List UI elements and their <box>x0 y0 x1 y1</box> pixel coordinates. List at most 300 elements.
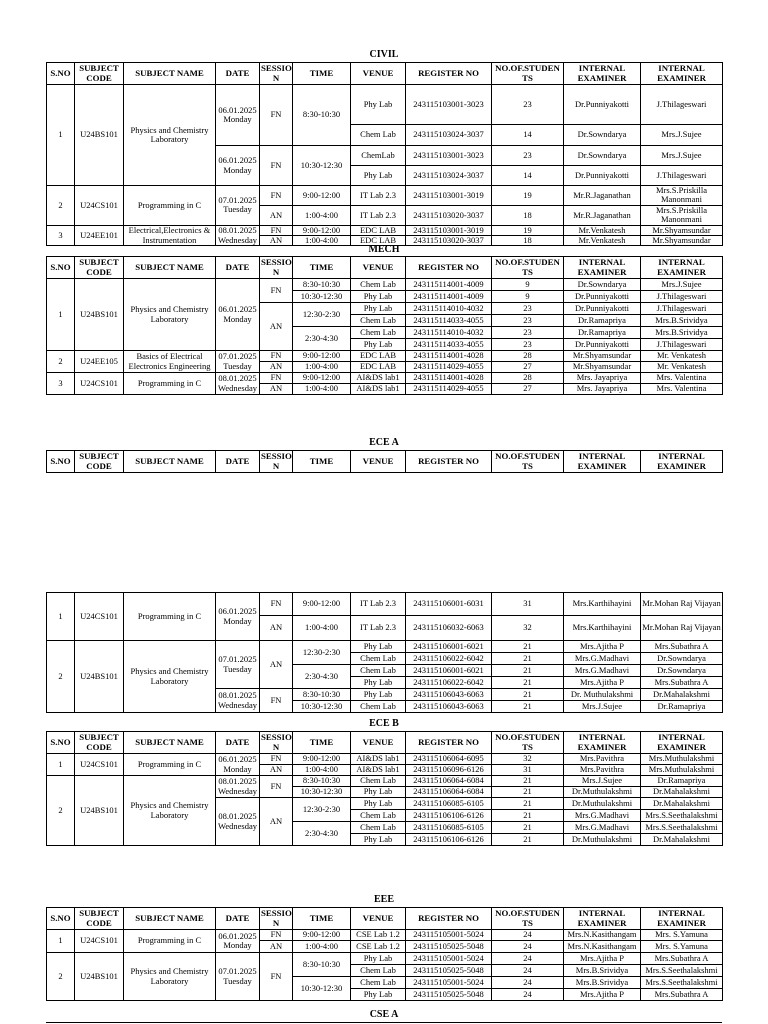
table-cell: Dr.Muthulakshmi <box>564 798 641 810</box>
table-cell: U24CS101 <box>75 373 124 395</box>
table-cell: 243115105001-5024 <box>406 930 492 941</box>
exam-table-eee <box>46 907 723 1001</box>
column-header: INTERNAL EXAMINER <box>641 63 723 85</box>
table-cell: Mr.Shyamsundar <box>641 225 723 235</box>
table-cell: Phy Lab <box>351 303 406 315</box>
section-title-cse-a: CSE A <box>369 1009 399 1020</box>
table-cell: 06.01.2025 Monday <box>216 85 260 146</box>
table-cell: FN <box>260 351 293 362</box>
table-cell: Physics and Chemistry Laboratory <box>124 279 216 351</box>
table-cell: 9:00-12:00 <box>293 373 351 384</box>
column-header: DATE <box>216 732 260 754</box>
table-cell: 1:00-4:00 <box>293 765 351 776</box>
table-cell: FN <box>260 279 293 303</box>
table-cell: Basics of Electrical Electronics Engineering <box>124 351 216 373</box>
table-row <box>47 641 723 653</box>
table-cell: 1:00-4:00 <box>293 384 351 395</box>
table-cell: Phy Lab <box>351 953 406 965</box>
table-cell: Dr.Ramapriya <box>564 315 641 327</box>
table-cell: 1:00-4:00 <box>293 941 351 953</box>
table-cell: Dr.Muthulakshmi <box>564 787 641 798</box>
table-cell: 243115105025-5048 <box>406 941 492 953</box>
table-cell: 27 <box>492 362 564 373</box>
table-cell: 8:30-10:30 <box>293 85 351 146</box>
table-cell: Mrs.J.Sujee <box>564 701 641 713</box>
table-cell: AN <box>260 798 293 846</box>
table-row <box>47 373 723 384</box>
column-header: DATE <box>216 257 260 279</box>
table-cell: 243115114001-4028 <box>406 351 492 362</box>
table-cell: 8:30-10:30 <box>293 776 351 787</box>
column-header: VENUE <box>351 451 406 473</box>
table-cell: Dr.Mahalakshmi <box>641 689 723 701</box>
section-title-civil: CIVIL <box>369 49 399 60</box>
table-cell: Mrs. Jayapriya <box>564 384 641 395</box>
table-cell: AI&DS lab1 <box>351 373 406 384</box>
table-cell: 1:00-4:00 <box>293 205 351 225</box>
table-cell: Dr.Punniyakotti <box>564 339 641 351</box>
table-cell: Mrs.B.Srividya <box>641 315 723 327</box>
table-cell: Phy Lab <box>351 291 406 303</box>
section-title-eee: EEE <box>373 894 394 905</box>
column-header: SUBJECT CODE <box>75 451 124 473</box>
table-cell: 243115103001-3019 <box>406 225 492 235</box>
table-cell: 243115114033-4055 <box>406 339 492 351</box>
table-cell: Dr.Sowndarya <box>564 279 641 291</box>
table-cell: 243115106064-6095 <box>406 754 492 765</box>
table-cell: FN <box>260 953 293 1001</box>
table-cell: 06.01.2025 Monday <box>216 754 260 776</box>
table-cell: 3 <box>47 225 75 246</box>
table-cell: U24CS101 <box>75 593 124 641</box>
table-cell: Mr.R.Jaganathan <box>564 186 641 206</box>
table-cell: 8:30-10:30 <box>293 279 351 291</box>
table-cell: 1 <box>47 930 75 953</box>
table-cell: 243115103020-3037 <box>406 236 492 246</box>
table-cell: Mr.Shyamsundar <box>564 351 641 362</box>
table-cell: 243115106001-6021 <box>406 641 492 653</box>
column-header: S.NO <box>47 908 75 930</box>
table-cell: 8:30-10:30 <box>293 689 351 701</box>
table-cell: Chem Lab <box>351 279 406 291</box>
table-cell: 1:00-4:00 <box>293 236 351 246</box>
table-cell: Dr.Punniyakotti <box>564 85 641 125</box>
table-cell: 28 <box>492 351 564 362</box>
table-cell: U24CS101 <box>75 930 124 953</box>
section-title-mech: MECH <box>368 244 400 255</box>
table-cell: FN <box>260 186 293 206</box>
table-cell: Physics and Chemistry Laboratory <box>124 953 216 1001</box>
column-header: REGISTER NO <box>406 732 492 754</box>
table-cell: Programming in C <box>124 754 216 776</box>
table-cell: 24 <box>492 965 564 977</box>
table-cell: 2 <box>47 641 75 713</box>
table-cell: 243115114010-4032 <box>406 327 492 339</box>
column-header: REGISTER NO <box>406 908 492 930</box>
table-cell: Phy Lab <box>351 641 406 653</box>
table-cell: Mrs.N.Kasithangam <box>564 941 641 953</box>
table-cell: 10:30-12:30 <box>293 787 351 798</box>
table-cell: 31 <box>492 593 564 616</box>
table-cell: FN <box>260 754 293 765</box>
table-cell: FN <box>260 225 293 235</box>
table-cell: 06.01.2025 Monday <box>216 279 260 351</box>
column-header: TIME <box>293 257 351 279</box>
table-cell: Phy Lab <box>351 339 406 351</box>
table-cell: 08.01.2025 Wednesday <box>216 798 260 846</box>
table-cell: 21 <box>492 798 564 810</box>
table-cell: Mrs.G.Madhavi <box>564 810 641 822</box>
table-cell: 10:30-12:30 <box>293 146 351 186</box>
table-cell: Dr.Punniyakotti <box>564 303 641 315</box>
table-cell: U24BS101 <box>75 953 124 1001</box>
table-cell: 9 <box>492 279 564 291</box>
table-cell: Mrs.Subathra A <box>641 677 723 689</box>
table-cell: Programming in C <box>124 930 216 953</box>
table-cell: 12:30-2:30 <box>293 641 351 665</box>
column-header: S.NO <box>47 257 75 279</box>
column-header: VENUE <box>351 63 406 85</box>
table-cell: 2 <box>47 186 75 226</box>
table-cell: Mr.Venkatesh <box>564 225 641 235</box>
table-cell: 243115114001-4009 <box>406 279 492 291</box>
table-cell: Mrs.G.Madhavi <box>564 822 641 834</box>
table-cell: Mrs.Subathra A <box>641 953 723 965</box>
table-cell: Mrs.S.Seethalakshmi <box>641 977 723 989</box>
table-cell: 28 <box>492 373 564 384</box>
table-cell: Mrs. Valentina <box>641 384 723 395</box>
table-cell: Electrical,Electronics & Instrumentation <box>124 225 216 246</box>
table-cell: 10:30-12:30 <box>293 701 351 713</box>
table-cell: Mrs.Ajitha P <box>564 677 641 689</box>
table-cell: 18 <box>492 205 564 225</box>
table-cell: Dr.Sowndarya <box>641 653 723 665</box>
table-cell: Chem Lab <box>351 701 406 713</box>
table-cell: 21 <box>492 776 564 787</box>
table-cell: IT Lab 2.3 <box>351 205 406 225</box>
table-cell: U24CS101 <box>75 186 124 226</box>
table-cell: EDC LAB <box>351 225 406 235</box>
table-cell: AN <box>260 303 293 351</box>
column-header: NO.OF.STUDEN TS <box>492 908 564 930</box>
column-header: SESSIO N <box>261 63 292 83</box>
exam-table-ece-b <box>46 731 723 846</box>
column-header: INTERNAL EXAMINER <box>564 908 641 930</box>
column-header: VENUE <box>351 257 406 279</box>
table-row <box>47 186 723 206</box>
table-cell: 2:30-4:30 <box>293 665 351 689</box>
column-header: REGISTER NO <box>406 257 492 279</box>
table-cell: Dr.Ramapriya <box>641 776 723 787</box>
table-row <box>47 776 723 787</box>
column-header: SUBJECT CODE <box>75 732 124 754</box>
table-cell: 07.01.2025 Tuesday <box>216 953 260 1001</box>
column-header: VENUE <box>351 732 406 754</box>
table-cell: 2 <box>47 953 75 1001</box>
table-cell: FN <box>260 85 293 146</box>
table-cell: Phy Lab <box>351 798 406 810</box>
table-cell: Mrs.S.Seethalakshmi <box>641 822 723 834</box>
table-cell: 243115103020-3037 <box>406 205 492 225</box>
table-cell: Chem Lab <box>351 965 406 977</box>
table-cell: 21 <box>492 787 564 798</box>
table-cell: AN <box>260 765 293 776</box>
table-cell: Dr.Sowndarya <box>564 125 641 146</box>
table-cell: 21 <box>492 834 564 846</box>
table-row <box>47 930 723 941</box>
table-cell: Programming in C <box>124 186 216 226</box>
column-header: SUBJECT NAME <box>124 908 216 930</box>
table-cell: 07.01.2025 Tuesday <box>216 186 260 226</box>
table-cell: CSE Lab 1.2 <box>351 930 406 941</box>
table-cell: 24 <box>492 989 564 1001</box>
table-cell: 243115103024-3037 <box>406 125 492 146</box>
table-cell: Mrs. S.Yamuna <box>641 930 723 941</box>
column-header: NO.OF.STUDEN TS <box>492 257 564 279</box>
table-cell: AI&DS lab1 <box>351 765 406 776</box>
table-cell: 243115103024-3037 <box>406 166 492 186</box>
table-cell: 10:30-12:30 <box>293 977 351 1001</box>
column-header: VENUE <box>351 908 406 930</box>
column-header: SUBJECT NAME <box>124 257 216 279</box>
table-cell: U24EE105 <box>75 351 124 373</box>
table-cell: 243115106001-6031 <box>406 593 492 616</box>
table-cell: Dr.Sowndarya <box>641 665 723 677</box>
table-cell: 243115106064-6084 <box>406 787 492 798</box>
table-cell: 243115106085-6105 <box>406 798 492 810</box>
table-cell: 23 <box>492 315 564 327</box>
table-cell: 21 <box>492 653 564 665</box>
table-cell: 1 <box>47 754 75 776</box>
column-header: NO.OF.STUDEN TS <box>492 63 564 85</box>
table-cell: 243115106043-6063 <box>406 701 492 713</box>
table-cell: 243115103001-3023 <box>406 85 492 125</box>
table-cell: Dr.Ramapriya <box>641 701 723 713</box>
table-cell: 3 <box>47 373 75 395</box>
table-cell: Mrs.Muthulakshmi <box>641 754 723 765</box>
table-cell: 243115114001-4028 <box>406 373 492 384</box>
table-cell: Mrs.S.Priskilla Manonmani <box>641 205 723 225</box>
table-cell: 9:00-12:00 <box>293 186 351 206</box>
table-cell: Mrs. Valentina <box>641 373 723 384</box>
table-cell: Dr.Sowndarya <box>564 146 641 166</box>
table-cell: 2:30-4:30 <box>293 327 351 351</box>
table-cell: Mrs.Karthihayini <box>564 616 641 641</box>
column-header: SESSIO N <box>261 732 292 752</box>
table-cell: AI&DS lab1 <box>351 384 406 395</box>
table-cell: FN <box>260 593 293 616</box>
table-cell: 243115114010-4032 <box>406 303 492 315</box>
table-cell: 243115105025-5048 <box>406 965 492 977</box>
table-row <box>47 225 723 235</box>
column-header: INTERNAL EXAMINER <box>641 908 723 930</box>
table-cell: 21 <box>492 641 564 653</box>
table-cell: Dr.Ramapriya <box>564 327 641 339</box>
table-cell: 19 <box>492 186 564 206</box>
table-cell: AI&DS lab1 <box>351 754 406 765</box>
table-cell: 21 <box>492 677 564 689</box>
table-cell: 27 <box>492 384 564 395</box>
column-header: SUBJECT NAME <box>124 63 216 85</box>
table-cell: 243115106106-6126 <box>406 834 492 846</box>
table-cell: 08.01.2025 Wednesday <box>216 373 260 395</box>
column-header: S.NO <box>47 63 75 85</box>
table-row <box>47 85 723 125</box>
table-cell: Physics and Chemistry Laboratory <box>124 776 216 846</box>
table-cell: Mr.Mohan Raj Vijayan <box>641 616 723 641</box>
table-cell: Mrs.Muthulakshmi <box>641 765 723 776</box>
table-cell: FN <box>260 776 293 798</box>
table-cell: Dr. Muthulakshmi <box>564 689 641 701</box>
column-header: NO.OF.STUDEN TS <box>492 451 564 473</box>
table-cell: Phy Lab <box>351 166 406 186</box>
table-row <box>47 279 723 291</box>
table-cell: 19 <box>492 225 564 235</box>
table-cell: Mrs.Subathra A <box>641 641 723 653</box>
table-cell: 243115103001-3023 <box>406 146 492 166</box>
table-cell: 1 <box>47 593 75 641</box>
column-header: SESSIO N <box>261 451 292 471</box>
column-header: SUBJECT NAME <box>124 732 216 754</box>
table-cell: 06.01.2025 Monday <box>216 593 260 641</box>
table-cell: Dr.Mahalakshmi <box>641 787 723 798</box>
table-cell: IT Lab 2.3 <box>351 616 406 641</box>
table-cell: Chem Lab <box>351 665 406 677</box>
table-cell: Dr.Punniyakotti <box>564 166 641 186</box>
table-cell: Programming in C <box>124 593 216 641</box>
table-cell: AN <box>260 205 293 225</box>
table-top-border-cse-a <box>46 1022 722 1023</box>
table-cell: 24 <box>492 977 564 989</box>
table-cell: 8:30-10:30 <box>293 953 351 977</box>
table-cell: 07.01.2025 Tuesday <box>216 351 260 373</box>
table-cell: Phy Lab <box>351 677 406 689</box>
column-header: SUBJECT NAME <box>124 451 216 473</box>
table-row <box>47 593 723 616</box>
table-cell: 2:30-4:30 <box>293 822 351 846</box>
table-cell: 243115106001-6021 <box>406 665 492 677</box>
table-cell: 243115105001-5024 <box>406 953 492 965</box>
table-cell: Mrs.S.Priskilla Manonmani <box>641 186 723 206</box>
table-cell: EDC LAB <box>351 362 406 373</box>
table-cell: FN <box>260 146 293 186</box>
column-header: SUBJECT CODE <box>75 908 124 930</box>
column-header: INTERNAL EXAMINER <box>641 451 723 473</box>
column-header: REGISTER NO <box>406 63 492 85</box>
column-header: SESSIO N <box>261 257 292 277</box>
column-header: DATE <box>216 908 260 930</box>
column-header: S.NO <box>47 732 75 754</box>
table-cell: Mrs.G.Madhavi <box>564 665 641 677</box>
table-cell: AN <box>260 641 293 689</box>
table-cell: 23 <box>492 85 564 125</box>
column-header: INTERNAL EXAMINER <box>564 732 641 754</box>
table-cell: Programming in C <box>124 373 216 395</box>
table-cell: 21 <box>492 689 564 701</box>
column-header: DATE <box>216 451 260 473</box>
table-cell: 21 <box>492 665 564 677</box>
table-cell: Physics and Chemistry Laboratory <box>124 641 216 713</box>
table-cell: EDC LAB <box>351 236 406 246</box>
table-cell: 21 <box>492 701 564 713</box>
table-cell: U24EE101 <box>75 225 124 246</box>
column-header: SESSIO N <box>261 908 292 928</box>
exam-table-ece-a-header <box>46 450 723 473</box>
column-header: INTERNAL EXAMINER <box>641 732 723 754</box>
table-cell: Chem Lab <box>351 653 406 665</box>
table-cell: Mrs.Ajitha P <box>564 953 641 965</box>
table-cell: 08.01.2025 Wednesday <box>216 689 260 713</box>
table-cell: AN <box>260 616 293 641</box>
table-cell: 243115106022-6042 <box>406 653 492 665</box>
table-cell: Mrs.Karthihayini <box>564 593 641 616</box>
table-cell: 243115106064-6084 <box>406 776 492 787</box>
table-cell: Chem Lab <box>351 977 406 989</box>
table-cell: Mrs.Ajitha P <box>564 641 641 653</box>
table-cell: 243115106096-6126 <box>406 765 492 776</box>
table-cell: AN <box>260 362 293 373</box>
table-cell: Chem Lab <box>351 315 406 327</box>
exam-table-civil <box>46 62 723 246</box>
table-cell: AN <box>260 236 293 246</box>
table-cell: Mrs.Pavithra <box>564 754 641 765</box>
table-cell: 9 <box>492 291 564 303</box>
table-cell: 243115114033-4055 <box>406 315 492 327</box>
table-cell: Chem Lab <box>351 327 406 339</box>
table-cell: 23 <box>492 339 564 351</box>
table-cell: J.Thilageswari <box>641 85 723 125</box>
table-cell: 243115105001-5024 <box>406 977 492 989</box>
table-cell: 07.01.2025 Tuesday <box>216 641 260 689</box>
table-cell: 10:30-12:30 <box>293 291 351 303</box>
table-row <box>47 351 723 362</box>
table-cell: Mr. Venkatesh <box>641 362 723 373</box>
table-cell: FN <box>260 689 293 713</box>
table-cell: 243115114029-4055 <box>406 384 492 395</box>
table-cell: 1 <box>47 279 75 351</box>
table-cell: 08.01.2025 Wednesday <box>216 776 260 798</box>
table-cell: 2 <box>47 351 75 373</box>
table-cell: 9:00-12:00 <box>293 930 351 941</box>
table-cell: Chem Lab <box>351 822 406 834</box>
table-cell: 243115106043-6063 <box>406 689 492 701</box>
table-cell: Mr.Venkatesh <box>564 236 641 246</box>
column-header: INTERNAL EXAMINER <box>564 257 641 279</box>
table-cell: 12:30-2:30 <box>293 303 351 327</box>
table-cell: Physics and Chemistry Laboratory <box>124 85 216 186</box>
column-header: SUBJECT CODE <box>75 63 124 85</box>
table-cell: Mrs.J.Sujee <box>641 125 723 146</box>
table-cell: AN <box>260 384 293 395</box>
table-cell: Mrs.B.Srividya <box>641 327 723 339</box>
table-cell: Chem Lab <box>351 125 406 146</box>
table-cell: Mrs.S.Seethalakshmi <box>641 810 723 822</box>
table-cell: FN <box>260 930 293 941</box>
table-cell: Phy Lab <box>351 834 406 846</box>
section-title-ece-a: ECE A <box>369 437 399 448</box>
table-cell: 18 <box>492 236 564 246</box>
section-title-ece-b: ECE B <box>369 718 399 729</box>
table-cell: Dr.Mahalakshmi <box>641 798 723 810</box>
table-cell: 9:00-12:00 <box>293 754 351 765</box>
table-cell: 21 <box>492 810 564 822</box>
table-cell: IT Lab 2.3 <box>351 186 406 206</box>
table-cell: Mr.Shyamsundar <box>641 236 723 246</box>
table-cell: Mrs.Ajitha P <box>564 989 641 1001</box>
table-cell: 06.01.2025 Monday <box>216 146 260 186</box>
table-cell: Mr.Mohan Raj Vijayan <box>641 593 723 616</box>
column-header: TIME <box>293 908 351 930</box>
